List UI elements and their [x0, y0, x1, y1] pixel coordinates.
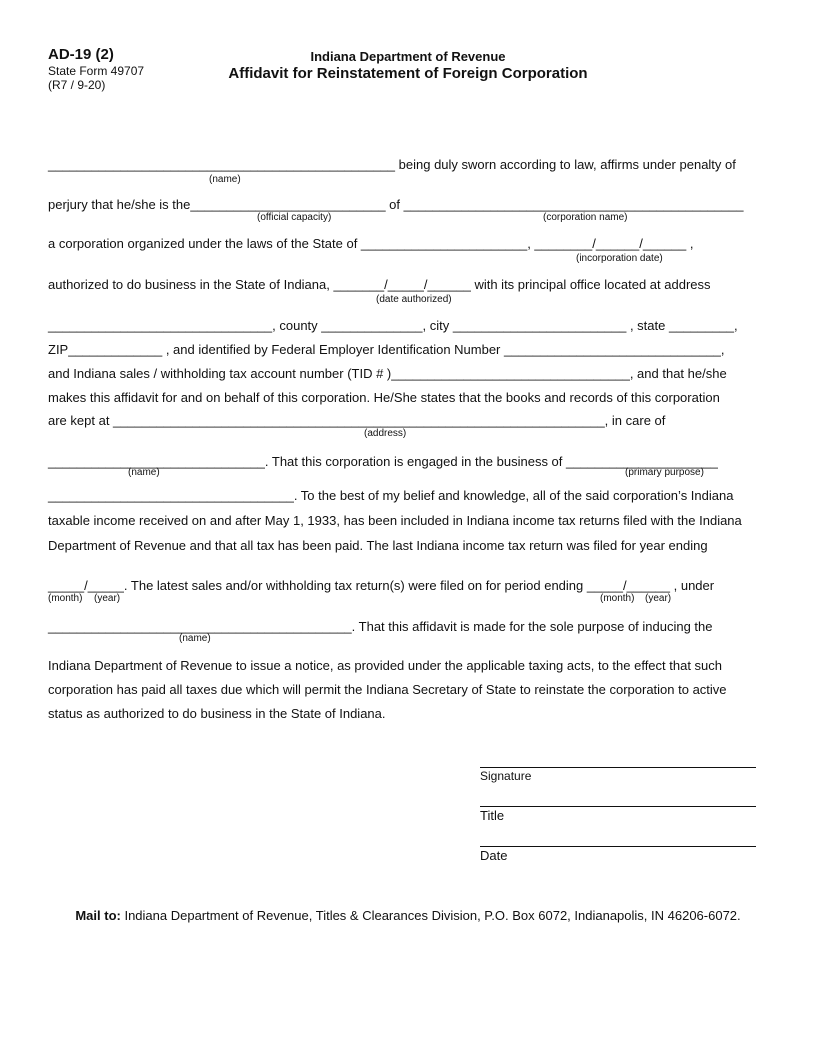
zip-fein-line: ZIP_____________ , and identified by Federal Employer Identification Number ______________________________,	[48, 342, 725, 357]
records-line: are kept at ____________________________________________________________________, in care of	[48, 413, 666, 428]
authorized-line: authorized to do business in the State of Indiana, _______/_____/______ with its principal office located at address	[48, 277, 711, 292]
caption-month: (month)	[600, 593, 635, 604]
affiant-line: ________________________________________________ being duly sworn according to law, affirms under penalty of	[48, 157, 736, 172]
mail-to-label: Mail to:	[75, 908, 121, 923]
caption-corporation-name: (corporation name)	[543, 212, 628, 223]
signature-field[interactable]	[480, 767, 756, 768]
belief-line: __________________________________. To the best of my belief and knowledge, all of the said corporation’s Indiana	[48, 488, 734, 503]
caption-address: (address)	[364, 428, 407, 439]
caption-year: (year)	[645, 593, 672, 604]
notice-line: Indiana Department of Revenue to issue a notice, as provided under the applicable taxing acts, to the effect that such	[48, 658, 723, 673]
caption-primary-purpose: (primary purpose)	[625, 467, 704, 478]
caption-name: (name)	[179, 633, 211, 644]
caption-name: (name)	[209, 174, 241, 185]
caption-name: (name)	[128, 467, 160, 478]
caption-date-authorized: (date authorized)	[376, 294, 452, 305]
status-line: status as authorized to do business in the State of Indiana.	[48, 706, 386, 721]
title-field[interactable]	[480, 806, 756, 807]
tax-paid-line: Department of Revenue and that all tax has been paid. The last Indiana income tax return was filed for year ending	[48, 538, 708, 553]
caption-month: (month)	[48, 593, 83, 604]
state-line: a corporation organized under the laws of the State of _______________________, ________/______/______ ,	[48, 236, 694, 251]
statement-line-1: makes this affidavit for and on behalf of this corporation. He/She states that the books and records of this corporation	[48, 390, 720, 405]
signature-label: Signature	[480, 769, 532, 783]
caption-official-capacity: (official capacity)	[257, 212, 332, 223]
date-label: Date	[480, 848, 508, 863]
form-revision: (R7 / 9-20)	[48, 78, 106, 92]
income-line: taxable income received on and after May 1, 1933, has been included in Indiana income tax returns filed with the Indiana	[48, 513, 742, 528]
form-id: AD-19 (2)	[48, 46, 114, 63]
tid-line: and Indiana sales / withholding tax account number (TID # )_________________________________, and that he/she	[48, 366, 727, 381]
form-title: Affidavit for Reinstatement of Foreign Corporation	[228, 65, 588, 82]
date-field[interactable]	[480, 846, 756, 847]
caption-incorporation-date: (incorporation date)	[576, 253, 663, 264]
purpose-line: __________________________________________. That this affidavit is made for the sole purpose of inducing the	[48, 619, 713, 634]
mail-address: Indiana Department of Revenue, Titles & Clearances Division, P.O. Box 6072, Indianapolis, IN 46206-6072.	[120, 908, 741, 923]
caption-year: (year)	[94, 593, 121, 604]
business-line: ______________________________. That this corporation is engaged in the business of _____________________	[48, 454, 718, 469]
state-form-number: State Form 49707	[48, 64, 145, 78]
mail-to-footer	[0, 908, 816, 923]
capacity-line: perjury that he/she is the___________________________ of _______________________________________________	[48, 197, 744, 212]
reinstate-line: corporation has paid all taxes due which will permit the Indiana Secretary of State to reinstate the corporation to active	[48, 682, 727, 697]
title-label: Title	[480, 808, 505, 823]
period-line: _____/_____. The latest sales and/or withholding tax return(s) were filed on for period ending _____/______ , under	[48, 578, 715, 593]
agency-name: Indiana Department of Revenue	[310, 49, 506, 64]
address-line: _______________________________, county ______________, city ________________________ , state _________,	[48, 318, 738, 333]
